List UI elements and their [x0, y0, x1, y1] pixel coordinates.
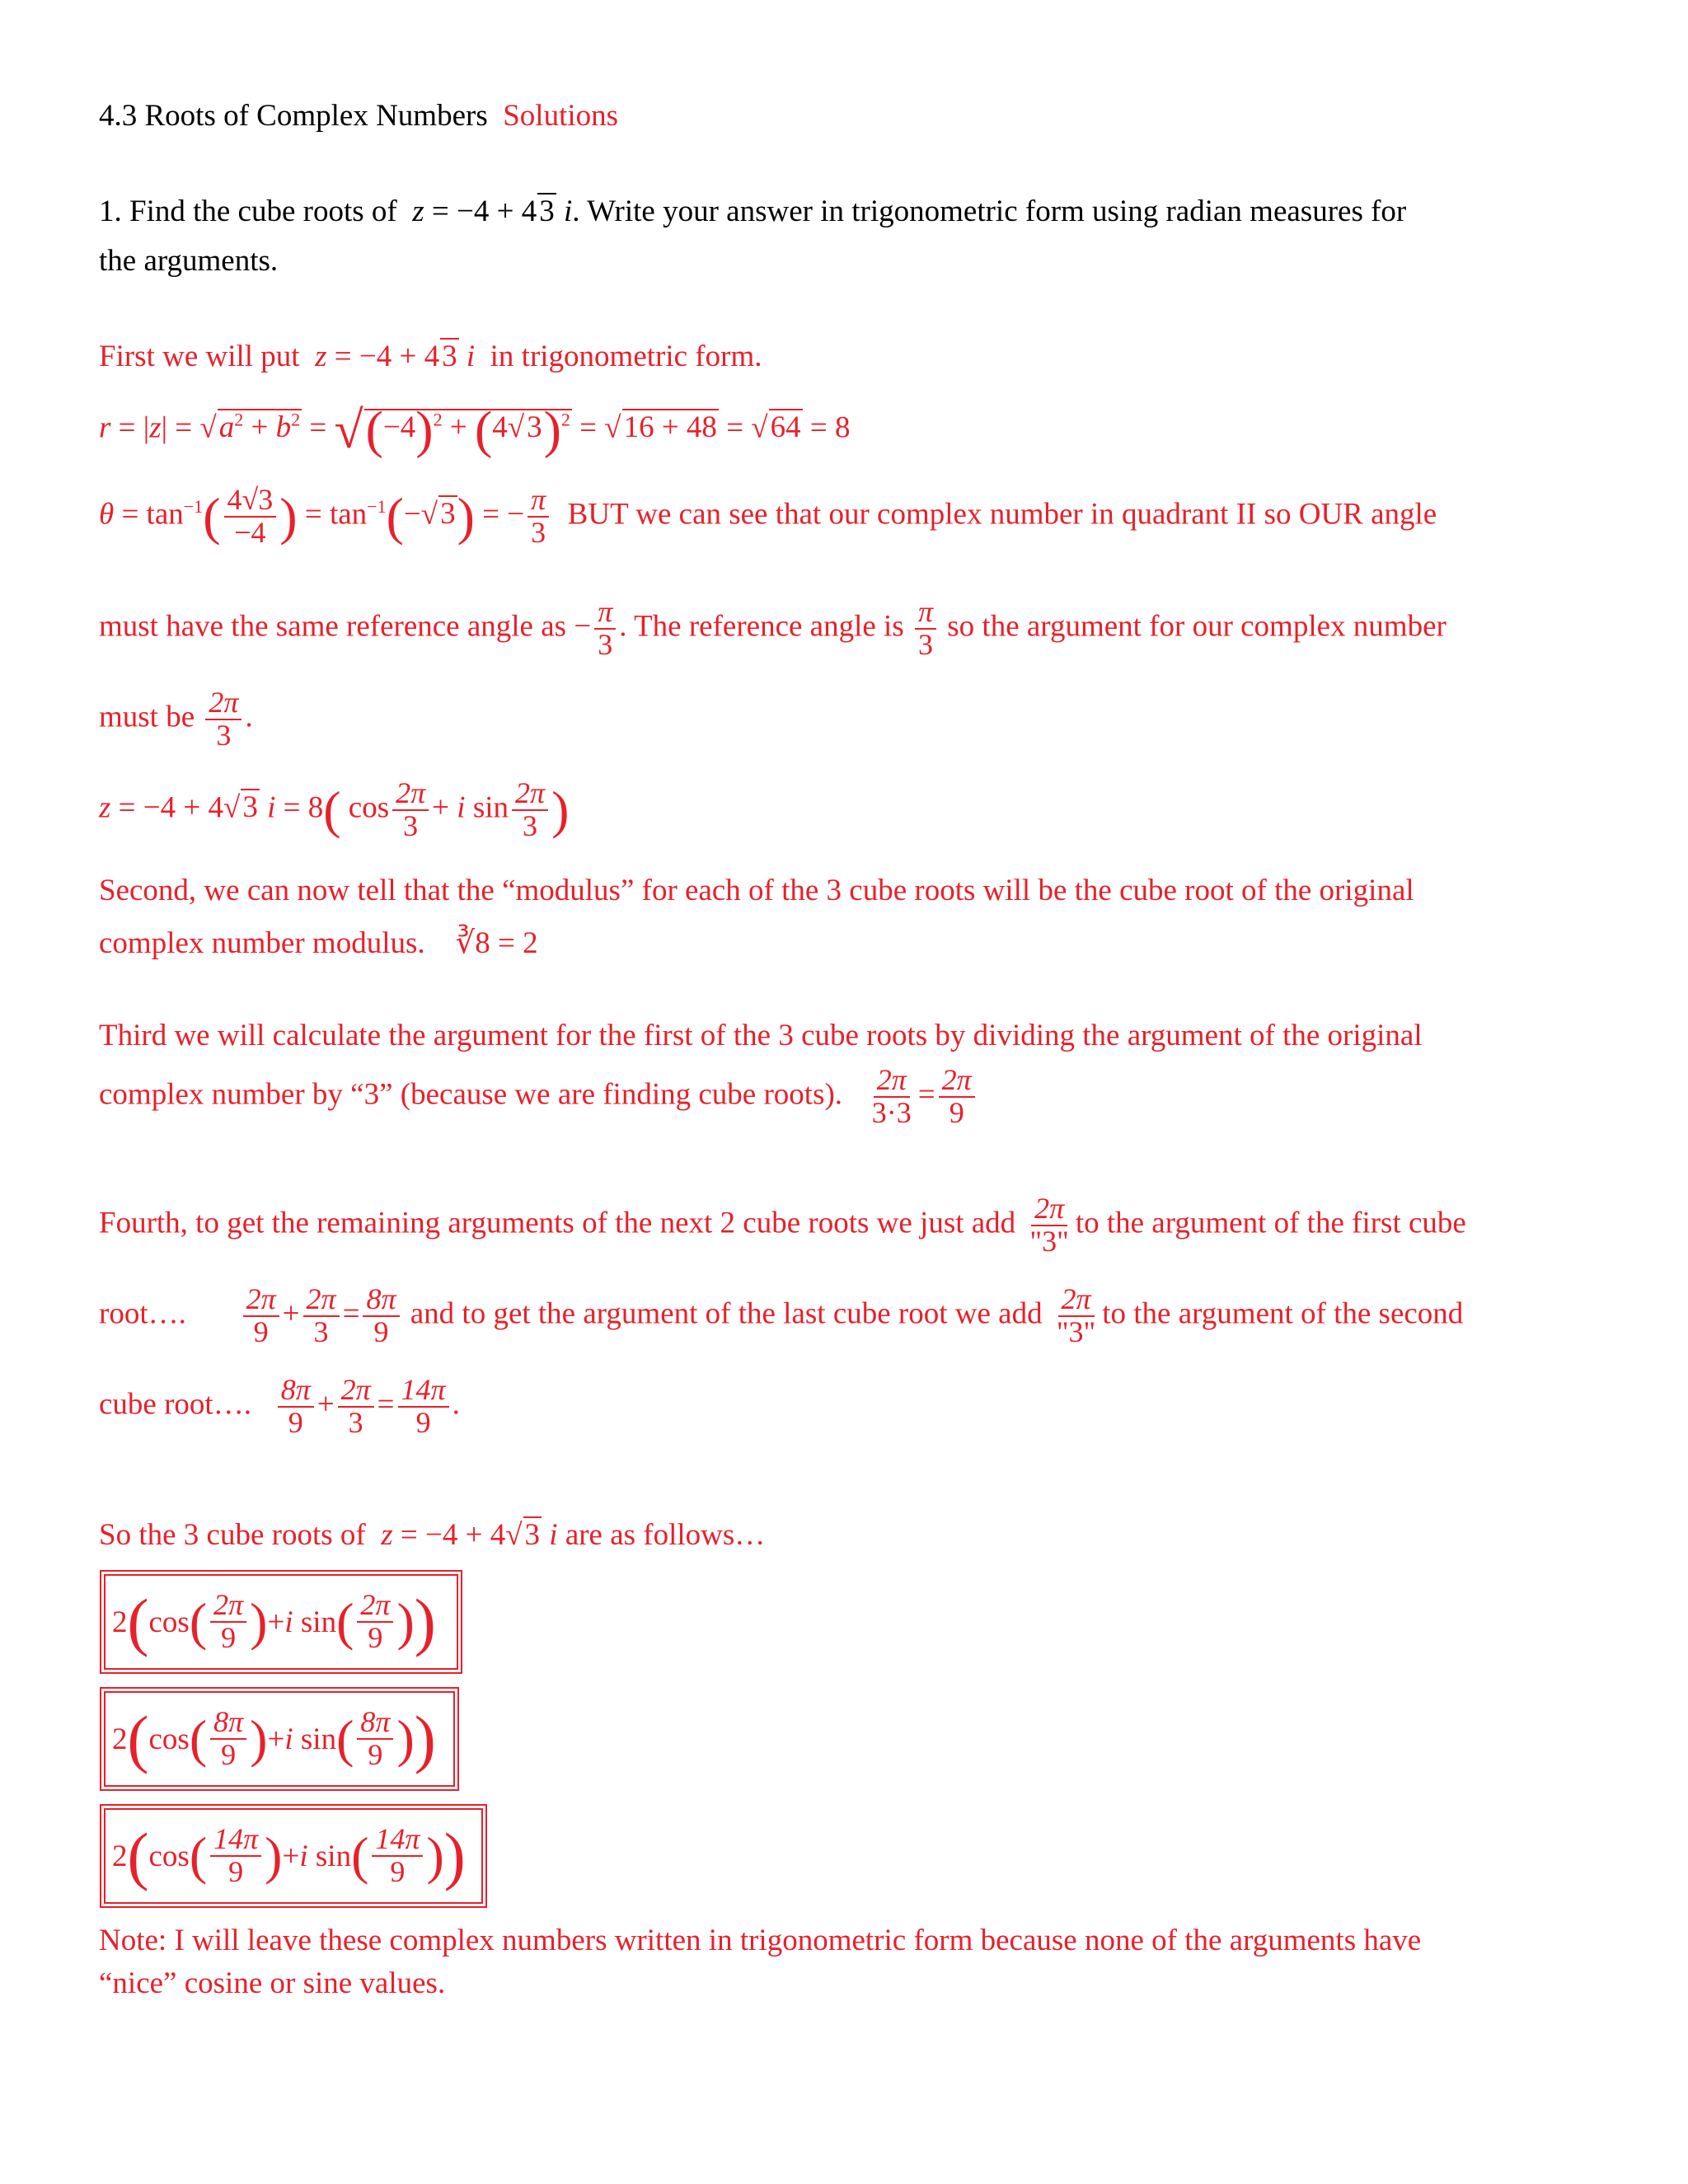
cube-root-answer-2: 2 ( cos ( $\frac{8\pi}{9}$ ) + i sin ( $\frac{8\pi}{9}$ ) ): [104, 1691, 455, 1787]
cube-roots-intro: So the 3 cube roots of z = −4 + 4√3 i are as follows…: [99, 1518, 766, 1552]
third-step-line-2: complex number by “3” (because we are finding cube roots). $\frac{2\pi}{3\cdot 3}$ = $\frac{2\pi}{9}$: [99, 1065, 978, 1129]
first-step-intro: First we will put z = −4 + 43 i in trigonometric form.: [99, 340, 762, 373]
polar-form: z = −4 + 4√3 i = 8( cos $\frac{2\pi}{3}$ + i sin $\frac{2\pi}{3}$ ): [99, 776, 570, 842]
cube-root-answer-3: 2 ( cos ( $\frac{14\pi}{9}$ ) + i sin ( $\frac{14\pi}{9}$ ) ): [104, 1808, 483, 1904]
third-step-line-1: Third we will calculate the argument for the first of the 3 cube roots by dividing the argument of the original: [99, 1019, 1423, 1052]
second-step-line-2: complex number modulus. ∛8 = 2: [99, 926, 538, 960]
note-line-2: “nice” cosine or sine values.: [99, 1966, 446, 2000]
fourth-step-line-2: root…. $\frac{2\pi}{9}$ + $\frac{2\pi}{3}$ = $\frac{8\pi}{9}$ and to get the argument of the last cube root we add $\frac{2\pi}{"3"}$ to the argument of the second: [99, 1282, 1464, 1348]
modulus-equation: $r = |z| = √a^2 + b^2 = √(-4)^2 + (4√3)^2 = √16 + 48 = √64 = 8$: [99, 401, 851, 459]
cube-root-value: ∛8 = 2: [455, 926, 538, 960]
cube-root-answer-1: 2 ( cos ( $\frac{2\pi}{9}$ ) + i sin ( $\frac{2\pi}{9}$ ) ): [104, 1574, 458, 1670]
theta-equation: $\theta = \tan^{-1}$( $\frac{4√3}{-4}$ ) = $\tan^{-1}(-√3)$ = − $\frac{\pi}{3}$ BUT we can see that our complex number in quadrant II so OUR angle: [99, 483, 1437, 549]
reference-angle-line: must have the same reference angle as − $\frac{\pi}{3}$ . The reference angle is $\frac{\pi}{3}$ so the argument for our complex number: [99, 595, 1447, 661]
problem-line-1: 1. Find the cube roots of z = −4 + 43 i. Write your answer in trigonometric form using radian measures for: [99, 194, 1407, 228]
fourth-step-line-1: Fourth, to get the remaining arguments of the next 2 cube roots we just add $\frac{2\pi}{"3"}$ to the argument of the first cube: [99, 1192, 1466, 1258]
fourth-step-line-3: cube root…. $\frac{8\pi}{9}$ + $\frac{2\pi}{3}$ = $\frac{14\pi}{9}$ .: [99, 1373, 460, 1439]
page-title: 4.3 Roots of Complex Numbers Solutions: [99, 99, 619, 133]
title-suffix: Solutions: [503, 99, 619, 133]
problem-line-2: the arguments.: [99, 244, 279, 278]
note-line-1: Note: I will leave these complex numbers written in trigonometric form because none of the arguments have: [99, 1924, 1422, 1957]
second-step-line-1: Second, we can now tell that the “modulus” for each of the 3 cube roots will be the cube root of the original: [99, 874, 1414, 907]
must-be-line: must be $\frac{2\pi}{3}$ .: [99, 686, 253, 752]
